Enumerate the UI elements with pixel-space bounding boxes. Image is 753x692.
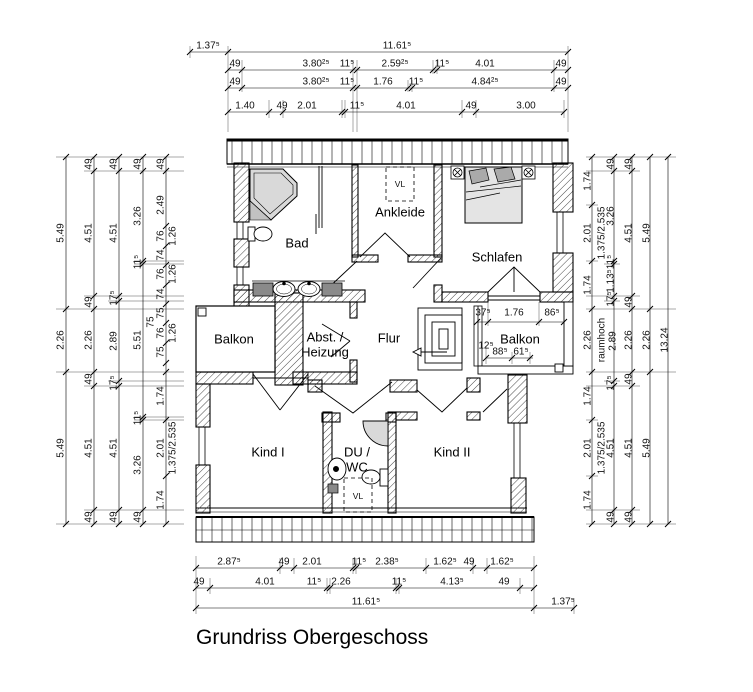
dim-label: 49 — [623, 373, 635, 385]
dim-label: 49 — [229, 58, 241, 70]
dim-label: 49 — [108, 511, 120, 523]
dim-label: 75 — [145, 316, 157, 328]
dim-label: 1.375/2.535 — [167, 421, 179, 475]
room-label: Flur — [377, 330, 401, 346]
dim-label: 49 — [463, 556, 475, 568]
dim-label: 1.375/2.535 — [596, 206, 608, 260]
dim-label: 1.37⁵ — [551, 596, 575, 608]
dim-label: 11⁵ — [351, 556, 367, 568]
dim-label: 76 — [155, 327, 167, 339]
dim-label: 49 — [276, 100, 288, 112]
dim-label: 1.37⁵ — [196, 40, 220, 52]
dim-label: 49 — [555, 76, 567, 88]
dim-label: 4.51 — [623, 438, 635, 458]
dim-label: 5.49 — [55, 223, 67, 243]
dim-label: 61⁵ — [513, 346, 529, 358]
dim-label: 3.26 — [605, 206, 617, 226]
room-label: Balkon — [500, 331, 540, 347]
room-label: Heizung — [301, 344, 349, 360]
dim-label: 2.26 — [83, 330, 95, 350]
dim-label: 4.51 — [83, 438, 95, 458]
dim-label: 49 — [108, 158, 120, 170]
dim-label: 4.51 — [83, 223, 95, 243]
room-label: WC — [346, 459, 368, 475]
dim-label: 11⁵ — [391, 576, 407, 588]
dim-label: 49 — [623, 511, 635, 523]
dim-label: 2.87⁵ — [217, 556, 241, 568]
dim-label: 49 — [465, 100, 477, 112]
dim-label: 4.01 — [475, 58, 495, 70]
room-label: DU / — [344, 444, 370, 460]
dim-label: 49 — [623, 296, 635, 308]
dim-label: 1.74 — [582, 490, 594, 510]
dim-label: 74 — [155, 288, 167, 300]
dim-label: 1.62⁵ — [433, 556, 457, 568]
dim-label: 4.01 — [255, 576, 275, 588]
dim-label: 1.26 — [167, 226, 179, 246]
dim-label: 11⁵ — [339, 76, 355, 88]
dim-label: 2.01 — [155, 438, 167, 458]
dim-label: 5.51 — [132, 330, 144, 350]
dim-label: 75 — [155, 307, 167, 319]
dim-label: 11⁵ — [132, 410, 144, 426]
dim-label: 5.49 — [55, 438, 67, 458]
dim-label: 2.49 — [155, 195, 167, 215]
dim-label: 2.26 — [623, 330, 635, 350]
dim-label: 49 — [498, 576, 510, 588]
dim-label: 11⁵ — [132, 254, 144, 270]
dim-label: 2.26 — [331, 576, 351, 588]
dim-label: 49 — [83, 296, 95, 308]
dim-label: 1.76 — [373, 76, 393, 88]
dim-label: 17⁵ — [605, 291, 617, 307]
dim-label: 13.24 — [659, 327, 671, 353]
dim-label: 1.13⁵ — [605, 269, 617, 293]
dim-label: 3.26 — [132, 455, 144, 475]
dim-label: 49 — [193, 576, 205, 588]
duct-label: VL — [352, 491, 364, 501]
drawing-title: Grundriss Obergeschoss — [196, 626, 429, 649]
dim-label: 5.49 — [641, 438, 653, 458]
dim-label: 1.375/2.535 — [596, 421, 608, 475]
dim-label: 4.51 — [623, 223, 635, 243]
dim-label: 49 — [155, 158, 167, 170]
dim-label: 11.61⁵ — [382, 40, 412, 52]
dim-label: 11⁵ — [408, 76, 424, 88]
dim-label: 49 — [605, 158, 617, 170]
dim-label: 76 — [155, 268, 167, 280]
dim-label: 3.80²⁵ — [302, 76, 330, 88]
dim-label: 17⁵ — [108, 290, 120, 306]
dim-label: 2.01 — [297, 100, 317, 112]
dim-label: 2.26 — [582, 330, 594, 350]
dim-label: 49 — [229, 76, 241, 88]
dim-label: 2.26 — [641, 330, 653, 350]
dim-label: 49 — [83, 373, 95, 385]
dim-label: 4.51 — [108, 223, 120, 243]
dim-label: 12⁵ — [478, 340, 494, 352]
dim-label: 88⁵ — [492, 346, 508, 358]
dim-label: 11⁵ — [605, 254, 617, 270]
duct-label: VL — [394, 179, 406, 189]
dim-label: 49 — [132, 158, 144, 170]
dim-label: 17⁵ — [605, 375, 617, 391]
dim-label: 1.76 — [504, 307, 524, 319]
dim-label: 11⁵ — [434, 58, 450, 70]
dim-label: 76 — [155, 230, 167, 242]
room-label: Bad — [285, 235, 309, 251]
room-label: Ankleide — [375, 204, 425, 220]
dim-label: 49 — [623, 158, 635, 170]
dim-label: 3.00 — [516, 100, 536, 112]
dim-label: 4.51 — [108, 438, 120, 458]
dim-label: 2.01 — [582, 438, 594, 458]
room-label: Schlafen — [471, 249, 523, 265]
dim-label: 17⁵ — [108, 375, 120, 391]
dim-label: 49 — [278, 556, 290, 568]
dim-label: 4.01 — [396, 100, 416, 112]
dim-label: 2.38⁵ — [375, 556, 399, 568]
dim-label: 1.26 — [167, 264, 179, 284]
dim-label: 49 — [83, 511, 95, 523]
dim-label: 2.01 — [302, 556, 322, 568]
room-label: Kind II — [433, 444, 471, 460]
dim-label: 4.13⁵ — [440, 576, 464, 588]
dim-label: 1.40 — [235, 100, 255, 112]
dim-label: 1.74 — [582, 171, 594, 191]
dim-label: 37⁵ — [475, 307, 491, 319]
dim-label: 75 — [155, 346, 167, 358]
dim-label: 5.49 — [641, 223, 653, 243]
dim-label: 49 — [555, 58, 567, 70]
dim-label: 86⁵ — [544, 307, 560, 319]
dim-label: 4.51 — [605, 438, 617, 458]
dim-label: 3.26 — [132, 206, 144, 226]
dim-label: 1.74 — [155, 490, 167, 510]
dim-label: raumhoch — [596, 317, 608, 363]
dim-label: 11.61⁵ — [351, 596, 381, 608]
dim-label: 49 — [83, 158, 95, 170]
room-label: Kind I — [251, 444, 285, 460]
dim-label: 11⁵ — [306, 576, 322, 588]
dim-label: 2.01 — [582, 223, 594, 243]
dim-label: 74 — [155, 249, 167, 261]
dim-label: 3.80²⁵ — [302, 58, 330, 70]
dim-label: 1.26 — [167, 323, 179, 343]
dim-label: 2.59²⁵ — [381, 58, 409, 70]
dim-label: 11⁵ — [339, 58, 355, 70]
dim-label: 1.74 — [155, 386, 167, 406]
dim-label: 2.89 — [108, 331, 120, 351]
dim-label: 49 — [132, 511, 144, 523]
dim-label: 49 — [605, 511, 617, 523]
room-label: Balkon — [214, 331, 254, 347]
dim-label: 4.84²⁵ — [471, 76, 499, 88]
dim-label: 1.74 — [582, 386, 594, 406]
dim-label: 1.74 — [582, 275, 594, 295]
dim-label: 11⁵ — [349, 100, 365, 112]
dim-label: 1.62⁵ — [490, 556, 514, 568]
room-label: Abst. / — [306, 329, 344, 345]
dim-label: 2.26 — [55, 330, 67, 350]
dim-label: 2.89 — [607, 331, 619, 351]
